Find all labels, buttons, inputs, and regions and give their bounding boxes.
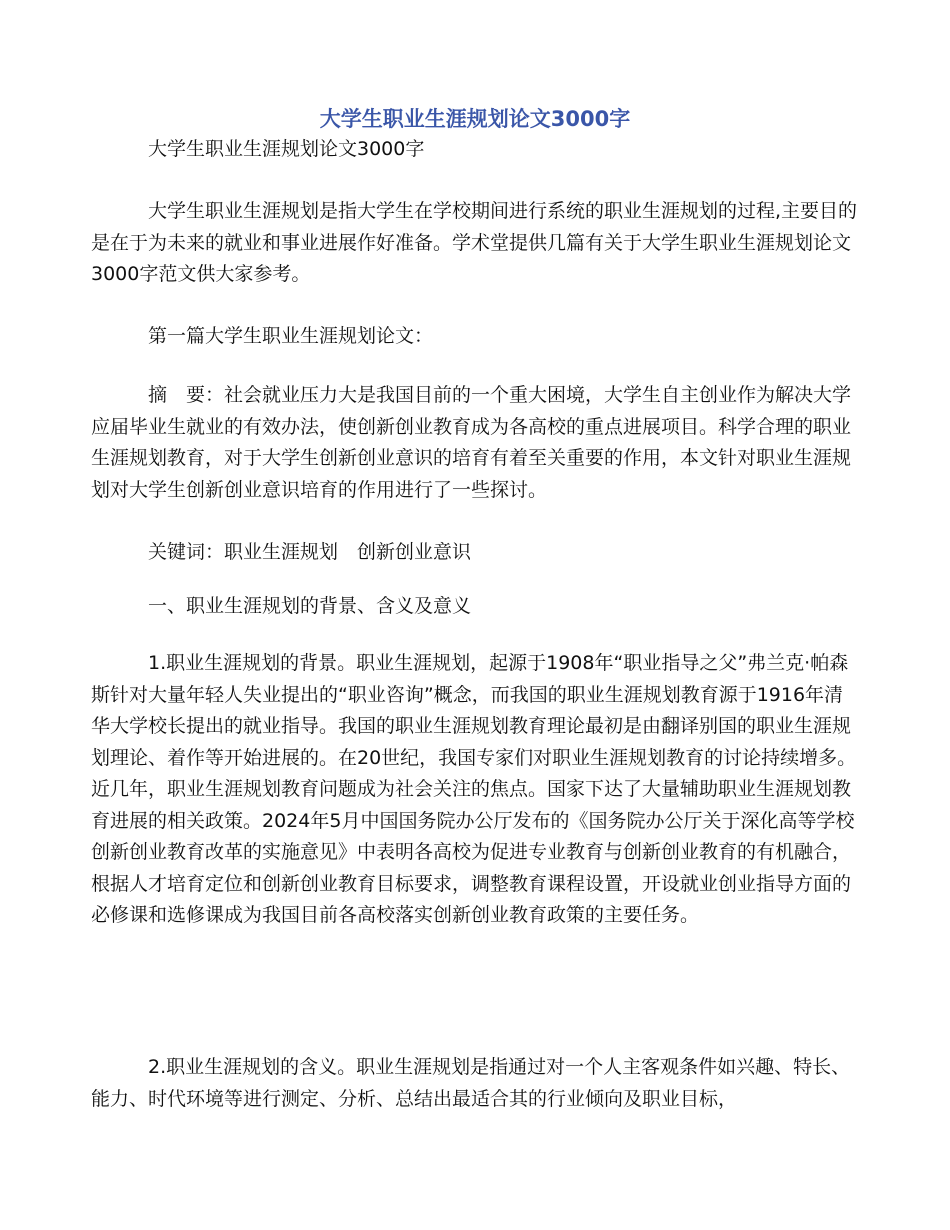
section-heading-1: 一、职业生涯规划的背景、含义及意义 bbox=[148, 595, 472, 617]
keywords-paragraph: 关键词：职业生涯规划 创新创业意识 bbox=[148, 541, 472, 563]
document-title: 大学生职业生涯规划论文3000字 bbox=[319, 107, 631, 131]
abstract-paragraph: 摘 要：社会就业压力大是我国目前的一个重大困境，大学生自主创业作为解决大学应届毕业生就业的有效办法，使创新创业教育成为各高校的重点进展项目。科学合理的职业生涯规划教育，对于大学生创新创业意识的培育有着至关重要的作用，本文针对职业生涯规划对大学生创新创业意识培育的作用进行了一些探讨。 bbox=[91, 384, 852, 501]
first-article-heading: 第一篇大学生职业生涯规划论文： bbox=[148, 325, 434, 347]
document-subtitle: 大学生职业生涯规划论文3000字 bbox=[148, 138, 425, 160]
background-paragraph: 1.职业生涯规划的背景。职业生涯规划，起源于1908年“职业指导之父”弗兰克·帕森斯针对大量年轻人失业提出的“职业咨询”概念，而我国的职业生涯规划教育源于1916年清华大学校长提出的就业指导。我国的职业生涯规划教育理论最初是由翻译别国的职业生涯规划理论、着作等开始进展的。在20世纪，我国专家们对职业生涯规划教育的讨论持续增多。近几年，职业生涯规划教育问题成为社会关注的焦点。国家下达了大量辅助职业生涯规划教育进展的相关政策。2024年5月中国国务院办公厅发布的《国务院办公厅关于深化高等学校创新创业教育改革的实施意见》中表明各高校为促进专业教育与创新创业教育的有机融合，根据人才培育定位和创新创业教育目标要求，调整教育课程设置，开设就业创业指导方面的必修课和选修课成为我国目前各高校落实创新创业教育政策的主要任务。 bbox=[91, 652, 857, 926]
meaning-paragraph: 2.职业生涯规划的含义。职业生涯规划是指通过对一个人主客观条件如兴趣、特长、能力、时代环境等进行测定、分析、总结出最适合其的行业倾向及职业目标， bbox=[91, 1056, 851, 1110]
intro-paragraph: 大学生职业生涯规划是指大学生在学校期间进行系统的职业生涯规划的过程,主要目的是在于为未来的就业和事业进展作好准备。学术堂提供几篇有关于大学生职业生涯规划论文3000字范文供大家参考。 bbox=[91, 200, 858, 285]
